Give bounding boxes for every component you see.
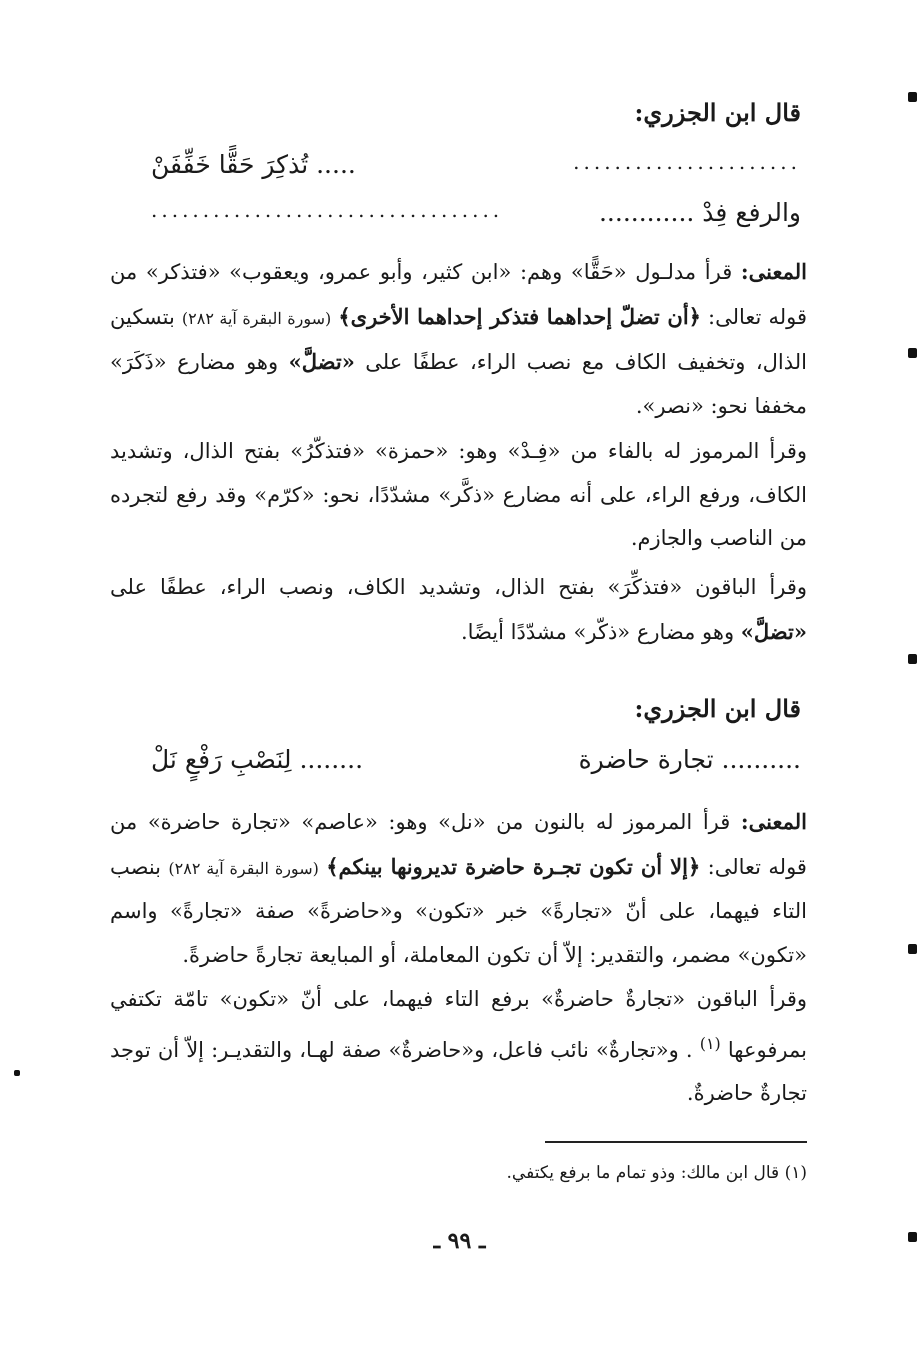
section1-paragraph2: وقرأ المرموز له بالفاء من «فِـدْ» وهو: «حمزة» «فتذكّرُ» بفتح الذال، وتشديد الكاف، ورفع الراء، على أنه مضارع «ذكَّر» مشدّدًا، نحو: «كرّم» وقد رفع لتجرده من الناصب والجازم.	[110, 439, 807, 550]
section1-p3-text-b: وهو مضارع «ذكّر» مشدّدًا أيضًا.	[461, 619, 735, 644]
verse1-line1-left: ..... تُذكِرَ حَقًّا خَفِّفَنْ	[151, 150, 356, 179]
section2-paragraph1	[110, 800, 807, 977]
verse1-line2	[151, 198, 801, 238]
surah-reference: (سورة البقرة آية ٢٨٢)	[168, 858, 319, 878]
verse1-line1	[151, 150, 801, 190]
section1-p1-text-b: بتسكين الذال، وتخفيف الكاف مع نصب الراء، عطفًا على	[110, 304, 808, 374]
scan-mark	[908, 1232, 917, 1242]
scan-mark	[908, 92, 917, 102]
footnote-divider	[545, 1141, 807, 1143]
scan-mark	[908, 944, 917, 954]
section1-paragraph3	[110, 566, 807, 654]
verse1-line2-right: والرفع فِدْ ............	[598, 198, 801, 227]
section2-p1-text: قرأ المرموز له بالنون من «نل» وهو: «عاصم» «تجارة حاضرة» من قوله تعالى:	[110, 810, 807, 879]
section1-p1-text: قرأ مدلـول «حَقًّا» وهم: «ابن كثير، وأبو عمرو، ويعقوب» «فتذكر» من قوله تعالى:	[110, 260, 807, 329]
section1-p3-bold-word: «تضلَّ»	[740, 618, 807, 644]
scan-mark	[908, 654, 917, 664]
verse1-line2-left: ..................................	[151, 198, 504, 222]
scan-mark	[908, 348, 917, 358]
surah-reference: (سورة البقرة آية ٢٨٢)	[181, 308, 332, 328]
section2-paragraph2	[110, 978, 807, 1116]
section1-heading: قال ابن الجزري:	[634, 98, 801, 127]
section1-p1-bold-word: «تضلَّ»	[288, 349, 355, 374]
section1-p1-text-c: وهو مضارع «ذَكَرَ» مخففا نحو: «نصر».	[110, 350, 807, 418]
section2-p2-text-b: . و«تجارةٌ» نائب فاعل، و«حاضرةٌ» صفة لهـا، والتقديـر: إلاّ أن توجد تجارةٌ حاضرةٌ.	[110, 1037, 807, 1105]
footnote: (١) قال ابن مالك: وذو تمام ما برفع يكتفي.	[506, 1163, 807, 1183]
scan-mark	[14, 1070, 20, 1076]
section1-paragraph1	[110, 250, 807, 428]
meaning-label: المعنى:	[740, 809, 807, 834]
verse2-right: .......... تجارة حاضرة	[578, 745, 801, 774]
verse2-left: ........ لِنَصْبِ رَفْعٍ نَلْ	[151, 745, 364, 774]
section2-heading: قال ابن الجزري:	[634, 694, 801, 723]
section1-p3-text: وقرأ الباقون «فتذكِّرَ» بفتح الذال، وتشديد الكاف، ونصب الراء، عطفًا على	[110, 575, 807, 599]
section2-p1-text-b: بنصب التاء فيهما، على أنّ «تجارةً» خبر «تكون» و«حاضرةً» صفة «تجارةً» واسم «تكون» مضمر، والتقدير: إلاّ أن تكون المعاملة، أو المبايعة تجارةً حاضرةً.	[110, 854, 807, 967]
verse2-line	[151, 745, 801, 785]
quran-quote: ﴿أن تضلّ إحداهما فتذكر إحداهما الأخرى﴾	[338, 303, 701, 329]
section2-p2-text: وقرأ الباقون «تجارةٌ حاضرةٌ» برفع التاء فيهما، على أنّ «تكون» تامّة تكتفي بمرفوعها	[110, 987, 807, 1062]
quran-quote: ﴿إلا أن تكون تجـرة حاضرة تديرونها بينكم﴾	[326, 853, 701, 879]
page-number: ـ ٩٩ ـ	[433, 1228, 486, 1254]
footnote-marker: (١)	[699, 1033, 721, 1053]
verse1-line1-right: ......................	[573, 150, 801, 174]
meaning-label: المعنى:	[740, 259, 807, 284]
